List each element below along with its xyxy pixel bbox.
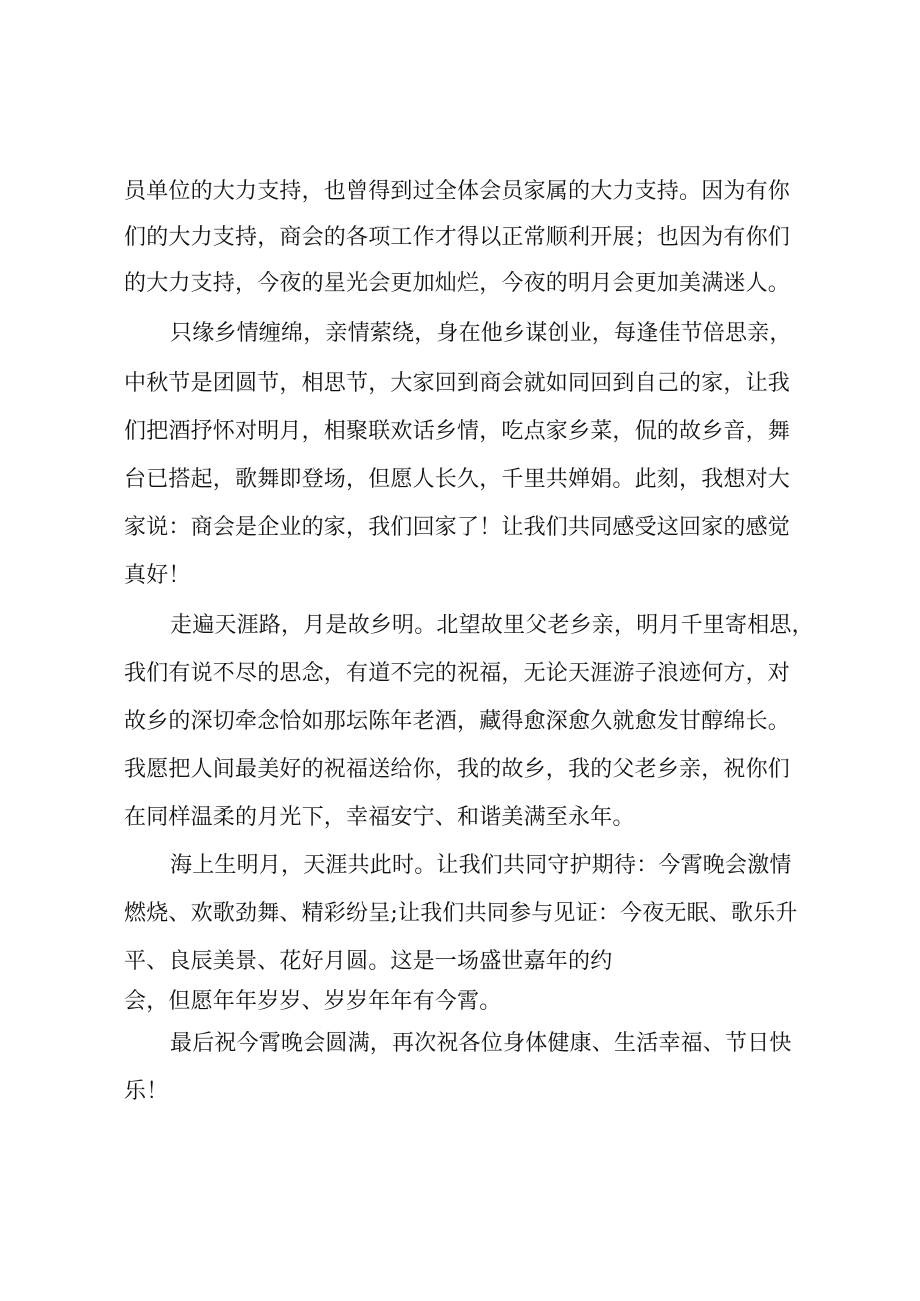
- text-line: 故乡的深切牵念恰如那坛陈年老酒，藏得愈深愈久就愈发甘醇绵长。: [124, 709, 791, 734]
- text-line: 乐！: [124, 1079, 169, 1104]
- text-line: 平、良辰美景、花好月圆。这是一场盛世嘉年的约: [124, 949, 613, 974]
- text-line: 走遍天涯路，月是故乡明。北望故里父老乡亲，明月千里寄相思，: [170, 613, 814, 638]
- text-line: 们的大力支持，商会的各项工作才得以正常顺利开展；也因为有你们: [124, 225, 791, 250]
- text-line: 我愿把人间最美好的祝福送给你，我的故乡，我的父老乡亲，祝你们: [124, 757, 791, 782]
- text-line: 会，但愿年年岁岁、岁岁年年有今霄。: [124, 989, 502, 1014]
- text-line: 我们有说不尽的思念，有道不完的祝福，无论天涯游子浪迹何方，对: [124, 661, 791, 686]
- text-line: 中秋节是团圆节，相思节，大家回到商会就如同回到自己的家，让我: [124, 371, 791, 396]
- text-line: 在同样温柔的月光下，幸福安宁、和谐美满至永年。: [124, 805, 635, 830]
- text-line: 真好！: [124, 563, 191, 588]
- text-line: 最后祝今霄晚会圆满，再次祝各位身体健康、生活幸福、节日快: [170, 1031, 792, 1056]
- text-line: 燃烧、欢歌劲舞、精彩纷呈;让我们共同参与见证：今夜无眠、歌乐升: [124, 901, 798, 926]
- text-line: 家说：商会是企业的家，我们回家了！让我们共同感受这回家的感觉: [124, 515, 791, 540]
- text-line: 只缘乡情缠绵，亲情萦绕，身在他乡谋创业，每逢佳节倍思亲，: [170, 321, 792, 346]
- text-line: 员单位的大力支持，也曾得到过全体会员家属的大力支持。因为有你: [124, 179, 791, 204]
- text-line: 台已搭起，歌舞即登场，但愿人长久，千里共婵娟。此刻，我想对大: [124, 467, 791, 492]
- text-line: 海上生明月，天涯共此时。让我们共同守护期待：今霄晚会激情: [170, 853, 792, 878]
- text-line: 的大力支持，今夜的星光会更加灿烂，今夜的明月会更加美满迷人。: [124, 271, 791, 296]
- text-line: 们把酒抒怀对明月，相聚联欢话乡情，吃点家乡菜，侃的故乡音，舞: [124, 419, 791, 444]
